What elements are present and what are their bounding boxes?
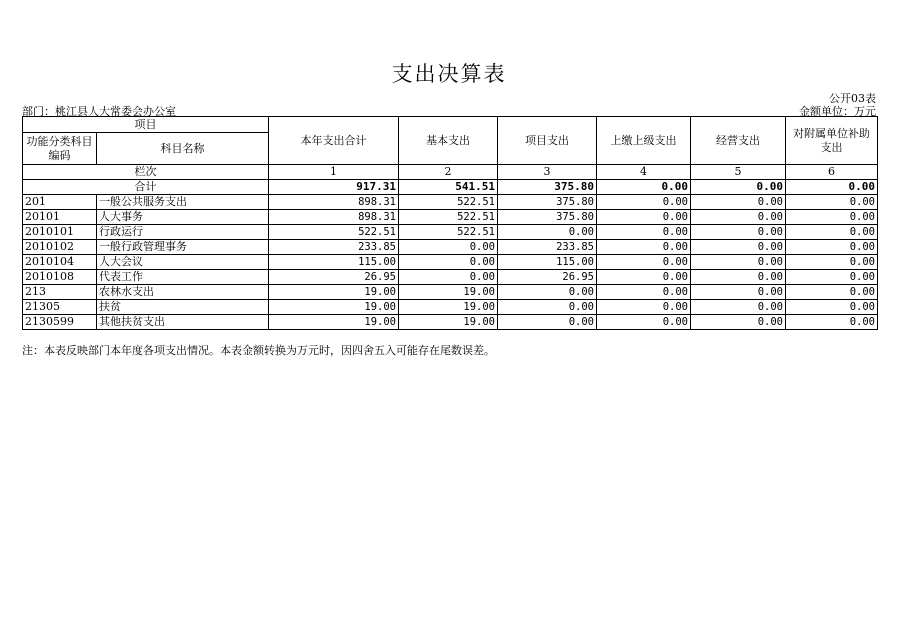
col-number-1: 1 (269, 165, 399, 180)
total-value: 917.31 (269, 180, 399, 195)
col-number-4: 4 (597, 165, 691, 180)
table-row (23, 255, 878, 270)
table-row (23, 240, 878, 255)
row-value: 19.00 (269, 300, 399, 315)
col-number-6: 6 (786, 165, 878, 180)
row-value: 0.00 (691, 210, 786, 225)
row-value: 0.00 (597, 240, 691, 255)
header-col-4: 上缴上级支出 (597, 117, 691, 165)
row-code: 20101 (23, 210, 97, 225)
row-value: 0.00 (691, 270, 786, 285)
table-row (23, 300, 878, 315)
total-value: 0.00 (597, 180, 691, 195)
row-name: 人大事务 (97, 210, 269, 225)
header-col-2: 基本支出 (399, 117, 498, 165)
row-value: 0.00 (597, 285, 691, 300)
row-name: 行政运行 (97, 225, 269, 240)
row-code: 2130599 (23, 315, 97, 330)
table-row (23, 285, 878, 300)
table-row (23, 195, 878, 210)
col-number-5: 5 (691, 165, 786, 180)
row-value: 0.00 (691, 225, 786, 240)
header-col-1: 本年支出合计 (269, 117, 399, 165)
expenditure-table (22, 116, 878, 330)
row-value: 115.00 (269, 255, 399, 270)
row-value: 19.00 (399, 315, 498, 330)
total-value: 0.00 (786, 180, 878, 195)
row-code: 2010104 (23, 255, 97, 270)
row-value: 0.00 (498, 315, 597, 330)
unit-label: 金额单位：万元 (799, 105, 876, 118)
row-value: 522.51 (399, 195, 498, 210)
row-value: 19.00 (269, 285, 399, 300)
row-value: 0.00 (597, 195, 691, 210)
row-value: 0.00 (597, 300, 691, 315)
total-label: 合计 (23, 180, 269, 195)
row-value: 375.80 (498, 195, 597, 210)
form-number: 公开03表 (829, 92, 876, 105)
row-value: 0.00 (498, 225, 597, 240)
row-value: 0.00 (597, 255, 691, 270)
table-row (23, 270, 878, 285)
row-value: 0.00 (498, 300, 597, 315)
row-value: 0.00 (399, 255, 498, 270)
row-value: 0.00 (691, 195, 786, 210)
table-row (23, 210, 878, 225)
row-value: 233.85 (269, 240, 399, 255)
row-value: 19.00 (269, 315, 399, 330)
total-row (23, 180, 878, 195)
row-name: 一般行政管理事务 (97, 240, 269, 255)
row-value: 26.95 (269, 270, 399, 285)
row-value: 522.51 (269, 225, 399, 240)
row-value: 0.00 (399, 270, 498, 285)
row-name: 其他扶贫支出 (97, 315, 269, 330)
row-value: 0.00 (597, 315, 691, 330)
row-value: 0.00 (691, 315, 786, 330)
footnote: 注：本表反映部门本年度各项支出情况。本表金额转换为万元时，因四舍五入可能存在尾数误差。 (22, 344, 495, 357)
row-code: 213 (23, 285, 97, 300)
row-value: 19.00 (399, 300, 498, 315)
row-value: 0.00 (786, 300, 878, 315)
row-value: 0.00 (786, 240, 878, 255)
header-lanci: 栏次 (23, 165, 269, 180)
row-value: 0.00 (786, 225, 878, 240)
table-row (23, 225, 878, 240)
row-value: 0.00 (691, 300, 786, 315)
header-item: 项目 (23, 117, 269, 133)
row-value: 522.51 (399, 225, 498, 240)
row-code: 2010101 (23, 225, 97, 240)
row-value: 0.00 (786, 315, 878, 330)
header-col-3: 项目支出 (498, 117, 597, 165)
header-col-5: 经营支出 (691, 117, 786, 165)
row-value: 522.51 (399, 210, 498, 225)
table-row (23, 315, 878, 330)
row-value: 19.00 (399, 285, 498, 300)
row-value: 115.00 (498, 255, 597, 270)
row-value: 0.00 (399, 240, 498, 255)
row-name: 人大会议 (97, 255, 269, 270)
row-value: 0.00 (786, 210, 878, 225)
report-title: 支出决算表 (391, 62, 507, 86)
row-value: 0.00 (691, 285, 786, 300)
row-value: 233.85 (498, 240, 597, 255)
total-value: 375.80 (498, 180, 597, 195)
row-name: 一般公共服务支出 (97, 195, 269, 210)
row-value: 375.80 (498, 210, 597, 225)
col-number-3: 3 (498, 165, 597, 180)
total-value: 0.00 (691, 180, 786, 195)
header-col-6: 对附属单位补助支出 (786, 117, 878, 165)
row-code: 2010102 (23, 240, 97, 255)
row-value: 0.00 (786, 195, 878, 210)
row-name: 代表工作 (97, 270, 269, 285)
header-name: 科目名称 (97, 133, 269, 165)
row-value: 0.00 (786, 270, 878, 285)
row-value: 898.31 (269, 195, 399, 210)
row-value: 26.95 (498, 270, 597, 285)
header-code: 功能分类科目编码 (23, 133, 97, 165)
row-value: 0.00 (498, 285, 597, 300)
row-value: 0.00 (691, 255, 786, 270)
row-code: 2010108 (23, 270, 97, 285)
row-name: 农林水支出 (97, 285, 269, 300)
row-code: 201 (23, 195, 97, 210)
col-number-2: 2 (399, 165, 498, 180)
row-value: 0.00 (691, 240, 786, 255)
department-label: 部门：桃江县人大常委会办公室 (22, 105, 176, 118)
row-value: 898.31 (269, 210, 399, 225)
row-value: 0.00 (786, 255, 878, 270)
row-value: 0.00 (597, 270, 691, 285)
total-value: 541.51 (399, 180, 498, 195)
row-code: 21305 (23, 300, 97, 315)
row-value: 0.00 (597, 210, 691, 225)
row-name: 扶贫 (97, 300, 269, 315)
row-value: 0.00 (786, 285, 878, 300)
row-value: 0.00 (597, 225, 691, 240)
